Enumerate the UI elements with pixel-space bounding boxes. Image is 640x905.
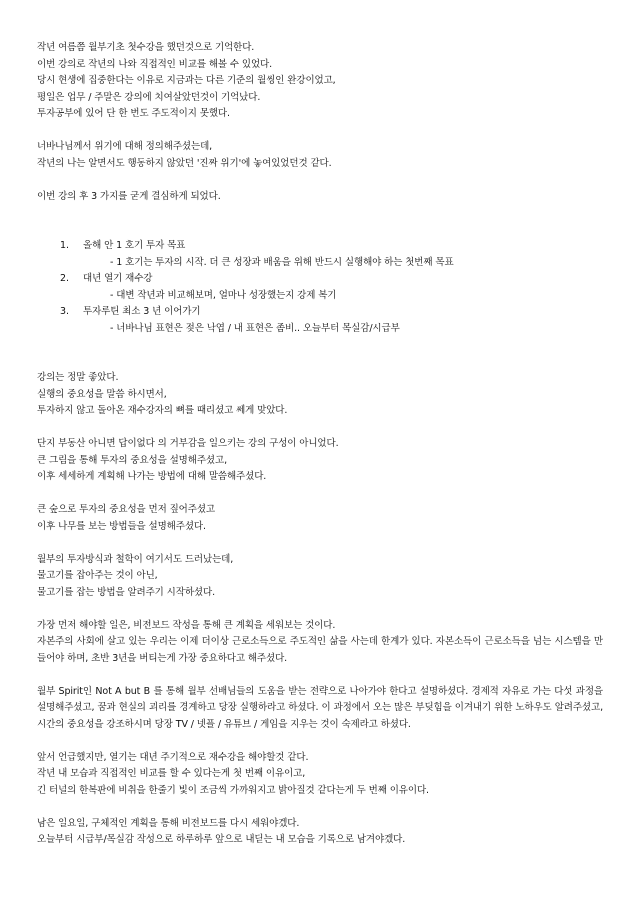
text-line: 투자공부에 있어 단 한 번도 주도적이지 못했다. xyxy=(37,108,230,119)
list-number: 3. xyxy=(60,306,69,317)
text-line: 앞서 언급했지만, 열기는 대년 주기적으로 재수강을 해야할것 같다. xyxy=(37,751,309,763)
text-line: 작년 내 모습과 직접적인 비교를 할 수 있다는게 첫 번째 이유이고, xyxy=(37,768,306,779)
paragraph-philosophy xyxy=(37,552,603,602)
text-block: 자본주의 사회에 살고 있는 우리는 이제 더이상 근로소득으로 주도적인 삶을 사는데 한계가 있다. 자본소득이 근로소득을 넘는 시스템을 만들어야 하며, 초반 3년을 버티는게 가장 중요하다고 해주셨다. xyxy=(37,636,603,664)
list-item-title: 투자루틴 최소 3 년 이어가기 xyxy=(83,306,201,317)
text-line: 남은 일요일, 구체적인 계획을 통해 비전보드를 다시 세워야겠다. xyxy=(37,817,300,829)
paragraph-review xyxy=(37,370,603,420)
text-line: 작년의 나는 알면서도 행동하지 않았던 '진짜 위기'에 놓여있었던것 같다. xyxy=(37,157,332,169)
text-line: 당시 현생에 집중한다는 이유로 지금과는 다른 기준의 월씽인 완강이었고, xyxy=(37,75,336,86)
text-line: 이후 세세하게 계획해 나가는 방법에 대해 말씀해주셨다. xyxy=(37,471,267,482)
text-line: 큰 그림을 통해 투자의 중요성을 설명해주셨고, xyxy=(37,454,227,466)
text-line: 너바나님께서 위기에 대해 정의해주셨는데, xyxy=(37,141,213,152)
text-line: 물고기를 잡는 방법을 알려주기 시작하셨다. xyxy=(37,586,215,598)
text-line: 이번 강의로 작년의 나와 직접적인 비교를 해볼 수 있었다. xyxy=(37,58,273,70)
paragraph-retake xyxy=(37,750,603,800)
text-line: 월부의 투자방식과 철학이 여기서도 드러났는데, xyxy=(37,553,234,565)
paragraph-structure xyxy=(37,436,603,486)
list-item xyxy=(60,238,603,271)
text-line: 실행의 중요성을 말씀 하시면서, xyxy=(37,388,167,400)
text-line: 긴 터널의 한복판에 비취을 한줄기 빛이 조금씩 가까워지고 밝아질것 같다는게 두 번째 이유이다. xyxy=(37,784,429,796)
text-line: 단지 부동산 아니면 답이없다 의 거부감을 일으키는 강의 구성이 아니었다. xyxy=(37,438,339,449)
list-item-detail: - 대변 작년과 비교해보며, 얼마나 성장했는지 강제 복기 xyxy=(110,289,337,301)
text-line: 강의는 정말 좋았다. xyxy=(37,372,119,383)
text-line: 오늘부터 시급부/목실감 작성으로 하루하루 앞으로 내딛는 내 모습을 기록으로 남겨야겠다. xyxy=(37,834,406,845)
paragraph-resolutions-intro: 이번 강의 후 3 가지를 굳게 결심하게 되었다. xyxy=(37,190,221,202)
list-item xyxy=(60,271,603,304)
text-line: 작년 여름쯤 월부기초 첫수강을 했던것으로 기억한다. xyxy=(37,42,255,53)
resolution-list xyxy=(60,238,603,337)
paragraph-forest xyxy=(37,502,603,535)
document-page xyxy=(37,40,603,849)
paragraph-spirit: 월부 Spirit인 Not A but B 를 통해 월부 선배님들의 도움을 받는 전략으로 나아가야 한다고 설명하셨다. 경제적 자유로 가는 다섯 과정을 설명해주셨고, 꿈과 현실의 괴리를 경계하고 당장 실행하라고 하셨다. 이 과정에서 오는 많은 부딪힘을 이겨내기 위한 노하우도 알려주셨고, 시간의 중요성을 강조하시며 당장 TV / 넷플 / 유튜브 / 게임을 지우는 것이 숙제라고 하셨다. xyxy=(37,685,603,730)
text-line: 물고기를 잡아주는 것이 아닌, xyxy=(37,570,158,581)
text-line: 가장 먼저 해야할 일은, 비전보드 작성을 통해 큰 계획을 세워보는 것이다. xyxy=(37,619,336,631)
text-line: 투자하지 않고 돌아온 재수강자의 뼈를 때리셨고 쎄게 맞았다. xyxy=(37,405,288,416)
list-number: 2. xyxy=(60,273,69,284)
text-line: 평일은 업무 / 주말은 강의에 치여살았던것이 기억났다. xyxy=(37,91,261,103)
list-item xyxy=(60,304,603,337)
list-item-detail: - 1 호기는 투자의 시작. 더 큰 성장과 배움을 위해 반드시 실행해야 하는 첫번째 목표 xyxy=(110,256,454,268)
paragraph-intro xyxy=(37,40,603,123)
list-number: 1. xyxy=(60,240,69,251)
paragraph-crisis xyxy=(37,139,603,172)
paragraph-vision-board xyxy=(37,618,603,668)
text-line: 이후 나무를 보는 방법들을 설명해주셨다. xyxy=(37,520,206,532)
list-item-detail: - 너바나님 표현은 젖은 낙엽 / 내 표현은 좀비.. 오늘부터 목실감/시급부 xyxy=(110,322,400,334)
text-line: 큰 숲으로 투자의 중요성을 먼저 짚어주셨고 xyxy=(37,504,215,515)
paragraph-closing xyxy=(37,816,603,849)
list-item-title: 올해 안 1 호기 투자 목표 xyxy=(83,240,186,251)
list-item-title: 대년 열기 재수강 xyxy=(83,273,153,284)
